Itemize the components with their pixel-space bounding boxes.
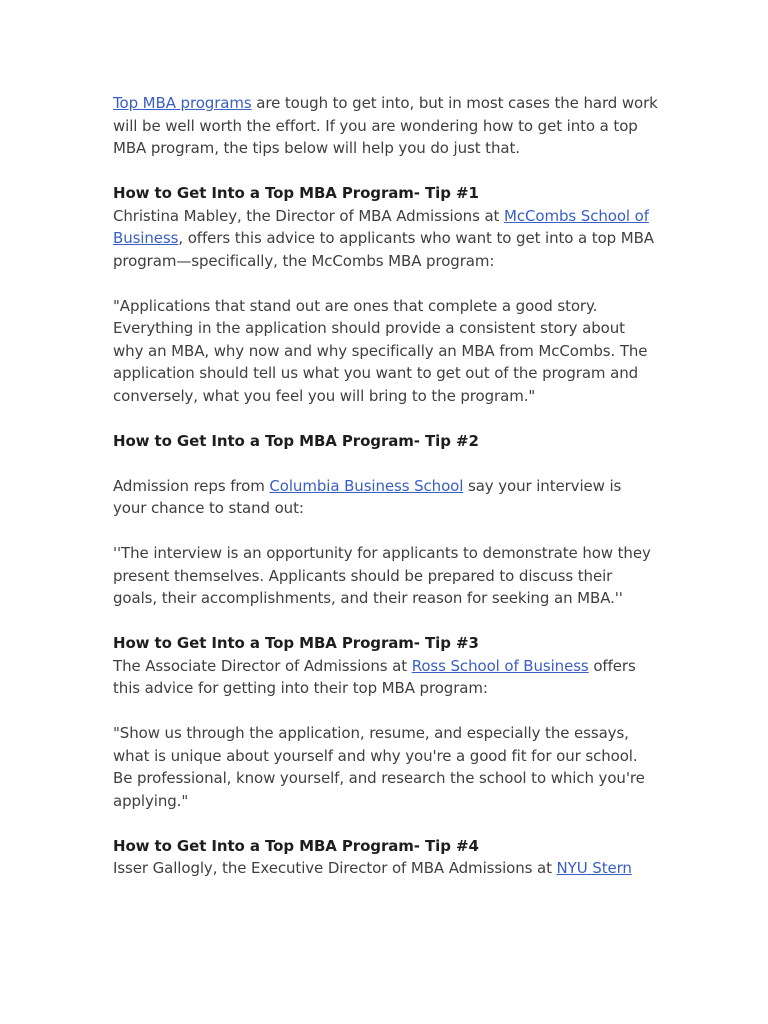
- text-run: , offers this advice to applicants who want to get into a top MBA program—specifically, the McCombs MBA program:: [113, 229, 654, 270]
- section-heading: [113, 430, 659, 453]
- text-run: are tough to get into, but in most cases the hard work will be well worth the effort. If you are wondering how to get into a top MBA program, the tips below will help you do just that.: [113, 94, 658, 157]
- link-nyu-stern[interactable]: NYU Stern: [556, 859, 632, 877]
- text-run: say your interview is your chance to stand out:: [113, 476, 622, 517]
- document-content: [113, 92, 659, 880]
- link-top-mba-programs[interactable]: Top MBA programs: [113, 94, 252, 112]
- paragraph: [113, 92, 659, 160]
- section-heading: [113, 835, 659, 858]
- text-run: How to Get Into a Top MBA Program- Tip #1: [113, 184, 479, 202]
- paragraph: [113, 722, 659, 812]
- text-run: How to Get Into a Top MBA Program- Tip #3: [113, 634, 479, 652]
- section-heading: [113, 632, 659, 655]
- paragraph: [113, 205, 659, 273]
- text-run: The Associate Director of Admissions at: [113, 656, 412, 675]
- text-run: How to Get Into a Top MBA Program- Tip #4: [113, 836, 479, 855]
- text-run: "Show us through the application, resume, and especially the essays, what is unique about yourself and why you're a good fit for our school. Be professional, know yourself, and research the school to which you're applying.": [113, 724, 645, 810]
- link-mccombs-school-of-business[interactable]: McCombs School of Business: [113, 206, 649, 247]
- paragraph: [113, 542, 659, 610]
- paragraph: [113, 857, 659, 880]
- link-columbia-business-school[interactable]: Columbia Business School: [269, 476, 464, 495]
- paragraph: [113, 655, 659, 700]
- paragraph: [113, 295, 659, 408]
- text-run: "Applications that stand out are ones that complete a good story. Everything in the application should provide a consistent story about why an MBA, why now and why specifically an MBA from McCombs. The application should tell us what you want to get out of the program and conversely, what you feel you will bring to the program.": [113, 296, 648, 405]
- text-run: Admission reps from: [113, 476, 270, 495]
- paragraph: [113, 475, 659, 520]
- text-run: ''The interview is an opportunity for applicants to demonstrate how they present themselves. Applicants should be prepared to discuss their goals, their accomplishments, and their reason for seeking an MBA.'': [113, 544, 651, 607]
- text-run: How to Get Into a Top MBA Program- Tip #2: [113, 431, 479, 450]
- text-run: Isser Gallogly, the Executive Director of MBA Admissions at: [113, 859, 557, 877]
- text-run: offers this advice for getting into their top MBA program:: [113, 656, 636, 697]
- section-heading: [113, 182, 659, 205]
- link-ross-school-of-business[interactable]: Ross School of Business: [411, 656, 589, 675]
- text-run: Christina Mabley, the Director of MBA Admissions at: [113, 206, 505, 225]
